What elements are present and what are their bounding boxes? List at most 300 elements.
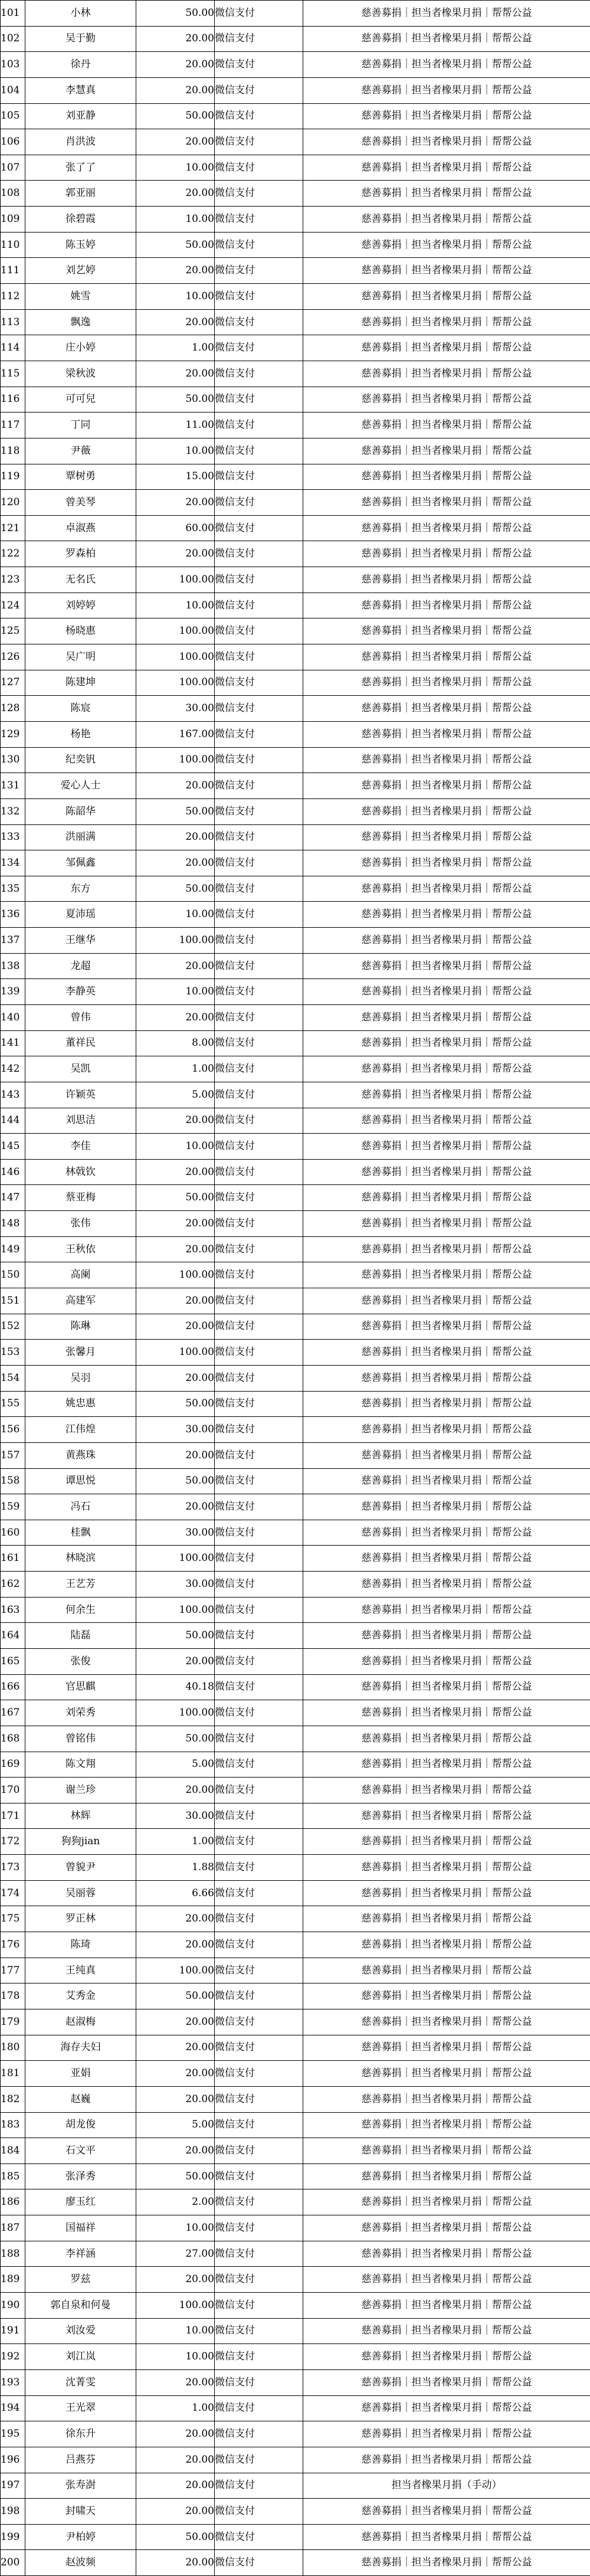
table-row [1,1752,590,1778]
payment-method: 微信支付 [215,1314,303,1340]
payment-method: 微信支付 [215,979,303,1005]
donation-number: 197 [1,2473,25,2499]
table-row [1,387,590,413]
donation-number: 181 [1,2061,25,2087]
payment-method: 微信支付 [215,1855,303,1881]
donation-project: 慈善募捐｜担当者橡果月捐｜帮帮公益 [303,2369,590,2395]
donor-name: 曾美琴 [25,490,136,516]
donation-number: 175 [1,1906,25,1932]
donation-amount: 100.00 [136,1262,215,1288]
donor-name: 陈建坤 [25,670,136,696]
table-row [1,593,590,618]
donation-amount: 20.00 [136,1236,215,1262]
donation-project: 慈善募捐｜担当者橡果月捐｜帮帮公益 [303,181,590,207]
donation-number: 199 [1,2524,25,2550]
donation-amount: 10.00 [136,2215,215,2241]
payment-method: 微信支付 [215,1803,303,1829]
table-row [1,1,590,27]
donation-number: 122 [1,541,25,567]
donor-name: 姚雪 [25,284,136,310]
donation-number: 180 [1,2035,25,2061]
donation-number: 123 [1,567,25,593]
donor-name: 李静英 [25,979,136,1005]
table-row [1,773,590,799]
donation-table-body [1,1,590,2576]
donation-project: 慈善募捐｜担当者橡果月捐｜帮帮公益 [303,2086,590,2112]
donation-number: 184 [1,2138,25,2164]
donation-project: 慈善募捐｜担当者橡果月捐｜帮帮公益 [303,1134,590,1160]
donation-project: 慈善募捐｜担当者橡果月捐｜帮帮公益 [303,2499,590,2525]
payment-method: 微信支付 [215,387,303,413]
donation-number: 189 [1,2267,25,2293]
table-row [1,1829,590,1855]
donor-name: 罗森柏 [25,541,136,567]
donation-number: 191 [1,2318,25,2344]
payment-method: 微信支付 [215,1134,303,1160]
payment-method: 微信支付 [215,2189,303,2215]
donation-amount: 30.00 [136,1572,215,1598]
donation-project: 慈善募捐｜担当者橡果月捐｜帮帮公益 [303,155,590,181]
payment-method: 微信支付 [215,2061,303,2087]
payment-method: 微信支付 [215,1211,303,1237]
donor-name: 夏沛瑶 [25,902,136,928]
payment-method: 微信支付 [215,618,303,644]
payment-method: 微信支付 [215,773,303,799]
donation-amount: 20.00 [136,2550,215,2576]
donation-amount: 30.00 [136,1417,215,1443]
donation-number: 178 [1,1983,25,2009]
payment-method: 微信支付 [215,670,303,696]
payment-method: 微信支付 [215,1674,303,1700]
donation-number: 140 [1,1004,25,1030]
donation-project: 慈善募捐｜担当者橡果月捐｜帮帮公益 [303,1004,590,1030]
payment-method: 微信支付 [215,464,303,490]
donation-amount: 20.00 [136,361,215,387]
payment-method: 微信支付 [215,1108,303,1134]
donation-number: 156 [1,1417,25,1443]
donor-name: 吴羽 [25,1365,136,1391]
donation-project: 慈善募捐｜担当者橡果月捐｜帮帮公益 [303,1108,590,1134]
payment-method: 微信支付 [215,2499,303,2525]
donation-number: 116 [1,387,25,413]
donation-project: 慈善募捐｜担当者橡果月捐｜帮帮公益 [303,618,590,644]
donor-name: 狗狗jian [25,1829,136,1855]
payment-method: 微信支付 [215,1700,303,1726]
donor-name: 曾貌尹 [25,1855,136,1881]
donor-name: 高建军 [25,1288,136,1314]
donation-amount: 1.00 [136,2395,215,2421]
donation-project: 慈善募捐｜担当者橡果月捐｜帮帮公益 [303,1185,590,1211]
table-row [1,1906,590,1932]
table-row [1,1108,590,1134]
donation-number: 102 [1,26,25,52]
donation-amount: 20.00 [136,1365,215,1391]
donation-project: 慈善募捐｜担当者橡果月捐｜帮帮公益 [303,2550,590,2576]
donation-project: 慈善募捐｜担当者橡果月捐｜帮帮公益 [303,979,590,1005]
donor-name: 许颖英 [25,1082,136,1108]
donation-amount: 15.00 [136,464,215,490]
donation-amount: 20.00 [136,181,215,207]
donation-number: 195 [1,2421,25,2447]
donation-number: 103 [1,52,25,78]
donation-number: 101 [1,1,25,27]
donation-number: 174 [1,1880,25,1906]
donor-name: 罗兹 [25,2267,136,2293]
donation-amount: 8.00 [136,1030,215,1056]
table-row [1,1056,590,1082]
table-row [1,850,590,876]
donation-number: 170 [1,1778,25,1803]
payment-method: 微信支付 [215,1056,303,1082]
donor-name: 李慧真 [25,77,136,103]
donation-project: 慈善募捐｜担当者橡果月捐｜帮帮公益 [303,77,590,103]
payment-method: 微信支付 [215,232,303,258]
donation-project: 慈善募捐｜担当者橡果月捐｜帮帮公益 [303,541,590,567]
donation-amount: 50.00 [136,1391,215,1417]
donation-number: 104 [1,77,25,103]
table-row [1,1365,590,1391]
payment-method: 微信支付 [215,1159,303,1185]
payment-method: 微信支付 [215,1932,303,1958]
donation-number: 128 [1,696,25,722]
donor-name: 谢兰珍 [25,1778,136,1803]
donor-name: 官思麒 [25,1674,136,1700]
table-row [1,1134,590,1160]
table-row [1,361,590,387]
donation-amount: 50.00 [136,1983,215,2009]
donor-name: 曾伟 [25,1004,136,1030]
donation-amount: 10.00 [136,438,215,464]
donation-project: 慈善募捐｜担当者橡果月捐｜帮帮公益 [303,747,590,773]
donor-name: 龙超 [25,953,136,979]
donor-name: 吴凯 [25,1056,136,1082]
payment-method: 微信支付 [215,747,303,773]
donation-amount: 10.00 [136,155,215,181]
donation-amount: 10.00 [136,2318,215,2344]
donor-name: 赵巍 [25,2086,136,2112]
payment-method: 微信支付 [215,1906,303,1932]
payment-method: 微信支付 [215,721,303,747]
donation-number: 176 [1,1932,25,1958]
donation-number: 167 [1,1700,25,1726]
donation-amount: 50.00 [136,1468,215,1494]
donation-amount: 50.00 [136,876,215,902]
table-row [1,2061,590,2087]
table-row [1,876,590,902]
donation-number: 153 [1,1340,25,1366]
payment-method: 微信支付 [215,824,303,850]
donation-project: 慈善募捐｜担当者橡果月捐｜帮帮公益 [303,2447,590,2473]
donation-project: 慈善募捐｜担当者橡果月捐｜帮帮公益 [303,593,590,618]
donor-name: 吴丽蓉 [25,1880,136,1906]
donation-amount: 20.00 [136,1211,215,1237]
donation-number: 145 [1,1134,25,1160]
table-row [1,1159,590,1185]
donation-project: 慈善募捐｜担当者橡果月捐｜帮帮公益 [303,1468,590,1494]
payment-method: 微信支付 [215,1880,303,1906]
table-row [1,2112,590,2138]
donation-project: 慈善募捐｜担当者橡果月捐｜帮帮公益 [303,2293,590,2319]
table-row [1,1649,590,1675]
donor-name: 封啸天 [25,2499,136,2525]
table-row [1,1082,590,1108]
donation-amount: 40.18 [136,1674,215,1700]
donation-number: 112 [1,284,25,310]
donation-project: 慈善募捐｜担当者橡果月捐｜帮帮公益 [303,2524,590,2550]
donation-project: 慈善募捐｜担当者橡果月捐｜帮帮公益 [303,2035,590,2061]
donor-name: 覃树勇 [25,464,136,490]
table-row [1,77,590,103]
donation-number: 119 [1,464,25,490]
donor-name: 陈宸 [25,696,136,722]
donation-project: 慈善募捐｜担当者橡果月捐｜帮帮公益 [303,1520,590,1546]
donation-number: 129 [1,721,25,747]
donation-number: 154 [1,1365,25,1391]
donation-project: 慈善募捐｜担当者橡果月捐｜帮帮公益 [303,644,590,670]
donation-project: 慈善募捐｜担当者橡果月捐｜帮帮公益 [303,1778,590,1803]
payment-method: 微信支付 [215,1468,303,1494]
donation-amount: 30.00 [136,1520,215,1546]
table-row [1,2138,590,2164]
donor-name: 郭亚丽 [25,181,136,207]
donor-name: 王继华 [25,928,136,954]
donor-name: 胡龙俊 [25,2112,136,2138]
donor-name: 陈玉婷 [25,232,136,258]
donor-name: 徐碧霞 [25,207,136,233]
table-row [1,1211,590,1237]
donation-number: 146 [1,1159,25,1185]
donation-number: 143 [1,1082,25,1108]
donor-name: 王纯真 [25,1958,136,1983]
donation-number: 196 [1,2447,25,2473]
table-row [1,1262,590,1288]
donation-amount: 20.00 [136,1442,215,1468]
donation-amount: 20.00 [136,1906,215,1932]
payment-method: 微信支付 [215,567,303,593]
donor-name: 亚娟 [25,2061,136,2087]
donation-amount: 11.00 [136,413,215,438]
donation-project: 慈善募捐｜担当者橡果月捐｜帮帮公益 [303,876,590,902]
donor-name: 姚忠惠 [25,1391,136,1417]
donation-amount: 50.00 [136,103,215,129]
table-row [1,2009,590,2035]
payment-method: 微信支付 [215,52,303,78]
donation-project: 慈善募捐｜担当者橡果月捐｜帮帮公益 [303,1314,590,1340]
donation-project: 慈善募捐｜担当者橡果月捐｜帮帮公益 [303,1906,590,1932]
donation-amount: 50.00 [136,1185,215,1211]
donation-project: 慈善募捐｜担当者橡果月捐｜帮帮公益 [303,1159,590,1185]
donation-amount: 100.00 [136,1340,215,1366]
donation-amount: 20.00 [136,26,215,52]
donation-amount: 20.00 [136,824,215,850]
donation-number: 158 [1,1468,25,1494]
donation-amount: 5.00 [136,2112,215,2138]
donation-amount: 20.00 [136,850,215,876]
donation-number: 164 [1,1623,25,1649]
payment-method: 微信支付 [215,2086,303,2112]
donation-number: 177 [1,1958,25,1983]
donor-name: 徐东升 [25,2421,136,2447]
table-row [1,2035,590,2061]
donation-amount: 20.00 [136,1314,215,1340]
payment-method: 微信支付 [215,1649,303,1675]
donor-name: 张了了 [25,155,136,181]
payment-method: 微信支付 [215,2138,303,2164]
donation-number: 144 [1,1108,25,1134]
donor-name: 洪丽满 [25,824,136,850]
donation-number: 200 [1,2550,25,2576]
donation-project: 慈善募捐｜担当者橡果月捐｜帮帮公益 [303,335,590,361]
payment-method: 微信支付 [215,2369,303,2395]
payment-method: 微信支付 [215,2241,303,2267]
donation-project: 慈善募捐｜担当者橡果月捐｜帮帮公益 [303,1082,590,1108]
donor-name: 冯石 [25,1494,136,1520]
donation-amount: 5.00 [136,1752,215,1778]
donation-number: 107 [1,155,25,181]
donation-project: 慈善募捐｜担当者橡果月捐｜帮帮公益 [303,798,590,824]
donation-amount: 20.00 [136,2447,215,2473]
donor-name: 林戟钦 [25,1159,136,1185]
table-row [1,2267,590,2293]
table-row [1,2241,590,2267]
donation-amount: 20.00 [136,2421,215,2447]
donor-name: 国福祥 [25,2215,136,2241]
donation-amount: 1.00 [136,1056,215,1082]
payment-method: 微信支付 [215,2293,303,2319]
donation-amount: 30.00 [136,1803,215,1829]
donor-name: 海存夫妇 [25,2035,136,2061]
table-row [1,2447,590,2473]
payment-method: 微信支付 [215,515,303,541]
payment-method: 微信支付 [215,1262,303,1288]
donor-name: 陈韶华 [25,798,136,824]
donation-project: 慈善募捐｜担当者橡果月捐｜帮帮公益 [303,850,590,876]
donor-name: 林辉 [25,1803,136,1829]
donation-amount: 100.00 [136,747,215,773]
donor-name: 徐丹 [25,52,136,78]
table-row [1,2473,590,2499]
donation-number: 133 [1,824,25,850]
table-row [1,26,590,52]
donation-number: 194 [1,2395,25,2421]
payment-method: 微信支付 [215,1365,303,1391]
donor-name: 无名氏 [25,567,136,593]
donation-number: 168 [1,1726,25,1752]
table-row [1,413,590,438]
donation-number: 148 [1,1211,25,1237]
table-row [1,181,590,207]
donation-number: 106 [1,129,25,155]
payment-method: 微信支付 [215,876,303,902]
donor-name: 黄燕珠 [25,1442,136,1468]
donation-number: 169 [1,1752,25,1778]
table-row [1,1468,590,1494]
donation-project: 慈善募捐｜担当者橡果月捐｜帮帮公益 [303,515,590,541]
donation-number: 136 [1,902,25,928]
table-row [1,258,590,284]
donation-project: 慈善募捐｜担当者橡果月捐｜帮帮公益 [303,1829,590,1855]
donor-name: 陆磊 [25,1623,136,1649]
donation-number: 118 [1,438,25,464]
donation-number: 186 [1,2189,25,2215]
donation-amount: 20.00 [136,953,215,979]
table-row [1,953,590,979]
donation-amount: 20.00 [136,1108,215,1134]
donation-project: 慈善募捐｜担当者橡果月捐｜帮帮公益 [303,1365,590,1391]
table-row [1,1236,590,1262]
payment-method: 微信支付 [215,1546,303,1572]
donation-amount: 6.66 [136,1880,215,1906]
donation-amount: 10.00 [136,902,215,928]
payment-method: 微信支付 [215,2421,303,2447]
donation-project: 担当者橡果月捐（手动） [303,2473,590,2499]
donation-number: 109 [1,207,25,233]
donor-name: 艾秀金 [25,1983,136,2009]
table-row [1,1572,590,1598]
donor-name: 张伟 [25,1211,136,1237]
table-row [1,2344,590,2370]
donation-number: 130 [1,747,25,773]
donor-name: 小林 [25,1,136,27]
donation-project: 慈善募捐｜担当者橡果月捐｜帮帮公益 [303,1391,590,1417]
payment-method: 微信支付 [215,644,303,670]
donation-amount: 20.00 [136,258,215,284]
donor-name: 董祥民 [25,1030,136,1056]
donation-amount: 167.00 [136,721,215,747]
donation-amount: 20.00 [136,2035,215,2061]
donor-name: 尹薇 [25,438,136,464]
donation-project: 慈善募捐｜担当者橡果月捐｜帮帮公益 [303,207,590,233]
donor-name: 卓淑燕 [25,515,136,541]
donation-number: 188 [1,2241,25,2267]
donor-name: 张泽秀 [25,2163,136,2189]
donation-amount: 20.00 [136,309,215,335]
donation-amount: 10.00 [136,979,215,1005]
table-row [1,2499,590,2525]
donation-number: 141 [1,1030,25,1056]
table-row [1,515,590,541]
donation-number: 173 [1,1855,25,1881]
donation-project: 慈善募捐｜担当者橡果月捐｜帮帮公益 [303,696,590,722]
donation-number: 111 [1,258,25,284]
donation-amount: 100.00 [136,644,215,670]
donation-number: 187 [1,2215,25,2241]
table-row [1,1700,590,1726]
donor-name: 爱心人士 [25,773,136,799]
donor-name: 曾铭伟 [25,1726,136,1752]
donation-amount: 20.00 [136,1649,215,1675]
donor-name: 吕燕芬 [25,2447,136,2473]
donation-number: 166 [1,1674,25,1700]
donation-project: 慈善募捐｜担当者橡果月捐｜帮帮公益 [303,1572,590,1598]
donor-name: 刘亚静 [25,103,136,129]
donation-number: 190 [1,2293,25,2319]
payment-method: 微信支付 [215,2447,303,2473]
donation-project: 慈善募捐｜担当者橡果月捐｜帮帮公益 [303,1442,590,1468]
table-row [1,1623,590,1649]
donation-amount: 20.00 [136,52,215,78]
table-row [1,103,590,129]
donation-project: 慈善募捐｜担当者橡果月捐｜帮帮公益 [303,1056,590,1082]
donation-project: 慈善募捐｜担当者橡果月捐｜帮帮公益 [303,2163,590,2189]
donation-amount: 20.00 [136,541,215,567]
donation-project: 慈善募捐｜担当者橡果月捐｜帮帮公益 [303,1649,590,1675]
donation-project: 慈善募捐｜担当者橡果月捐｜帮帮公益 [303,1236,590,1262]
donation-project: 慈善募捐｜担当者橡果月捐｜帮帮公益 [303,1726,590,1752]
payment-method: 微信支付 [215,2550,303,2576]
payment-method: 微信支付 [215,1983,303,2009]
payment-method: 微信支付 [215,413,303,438]
